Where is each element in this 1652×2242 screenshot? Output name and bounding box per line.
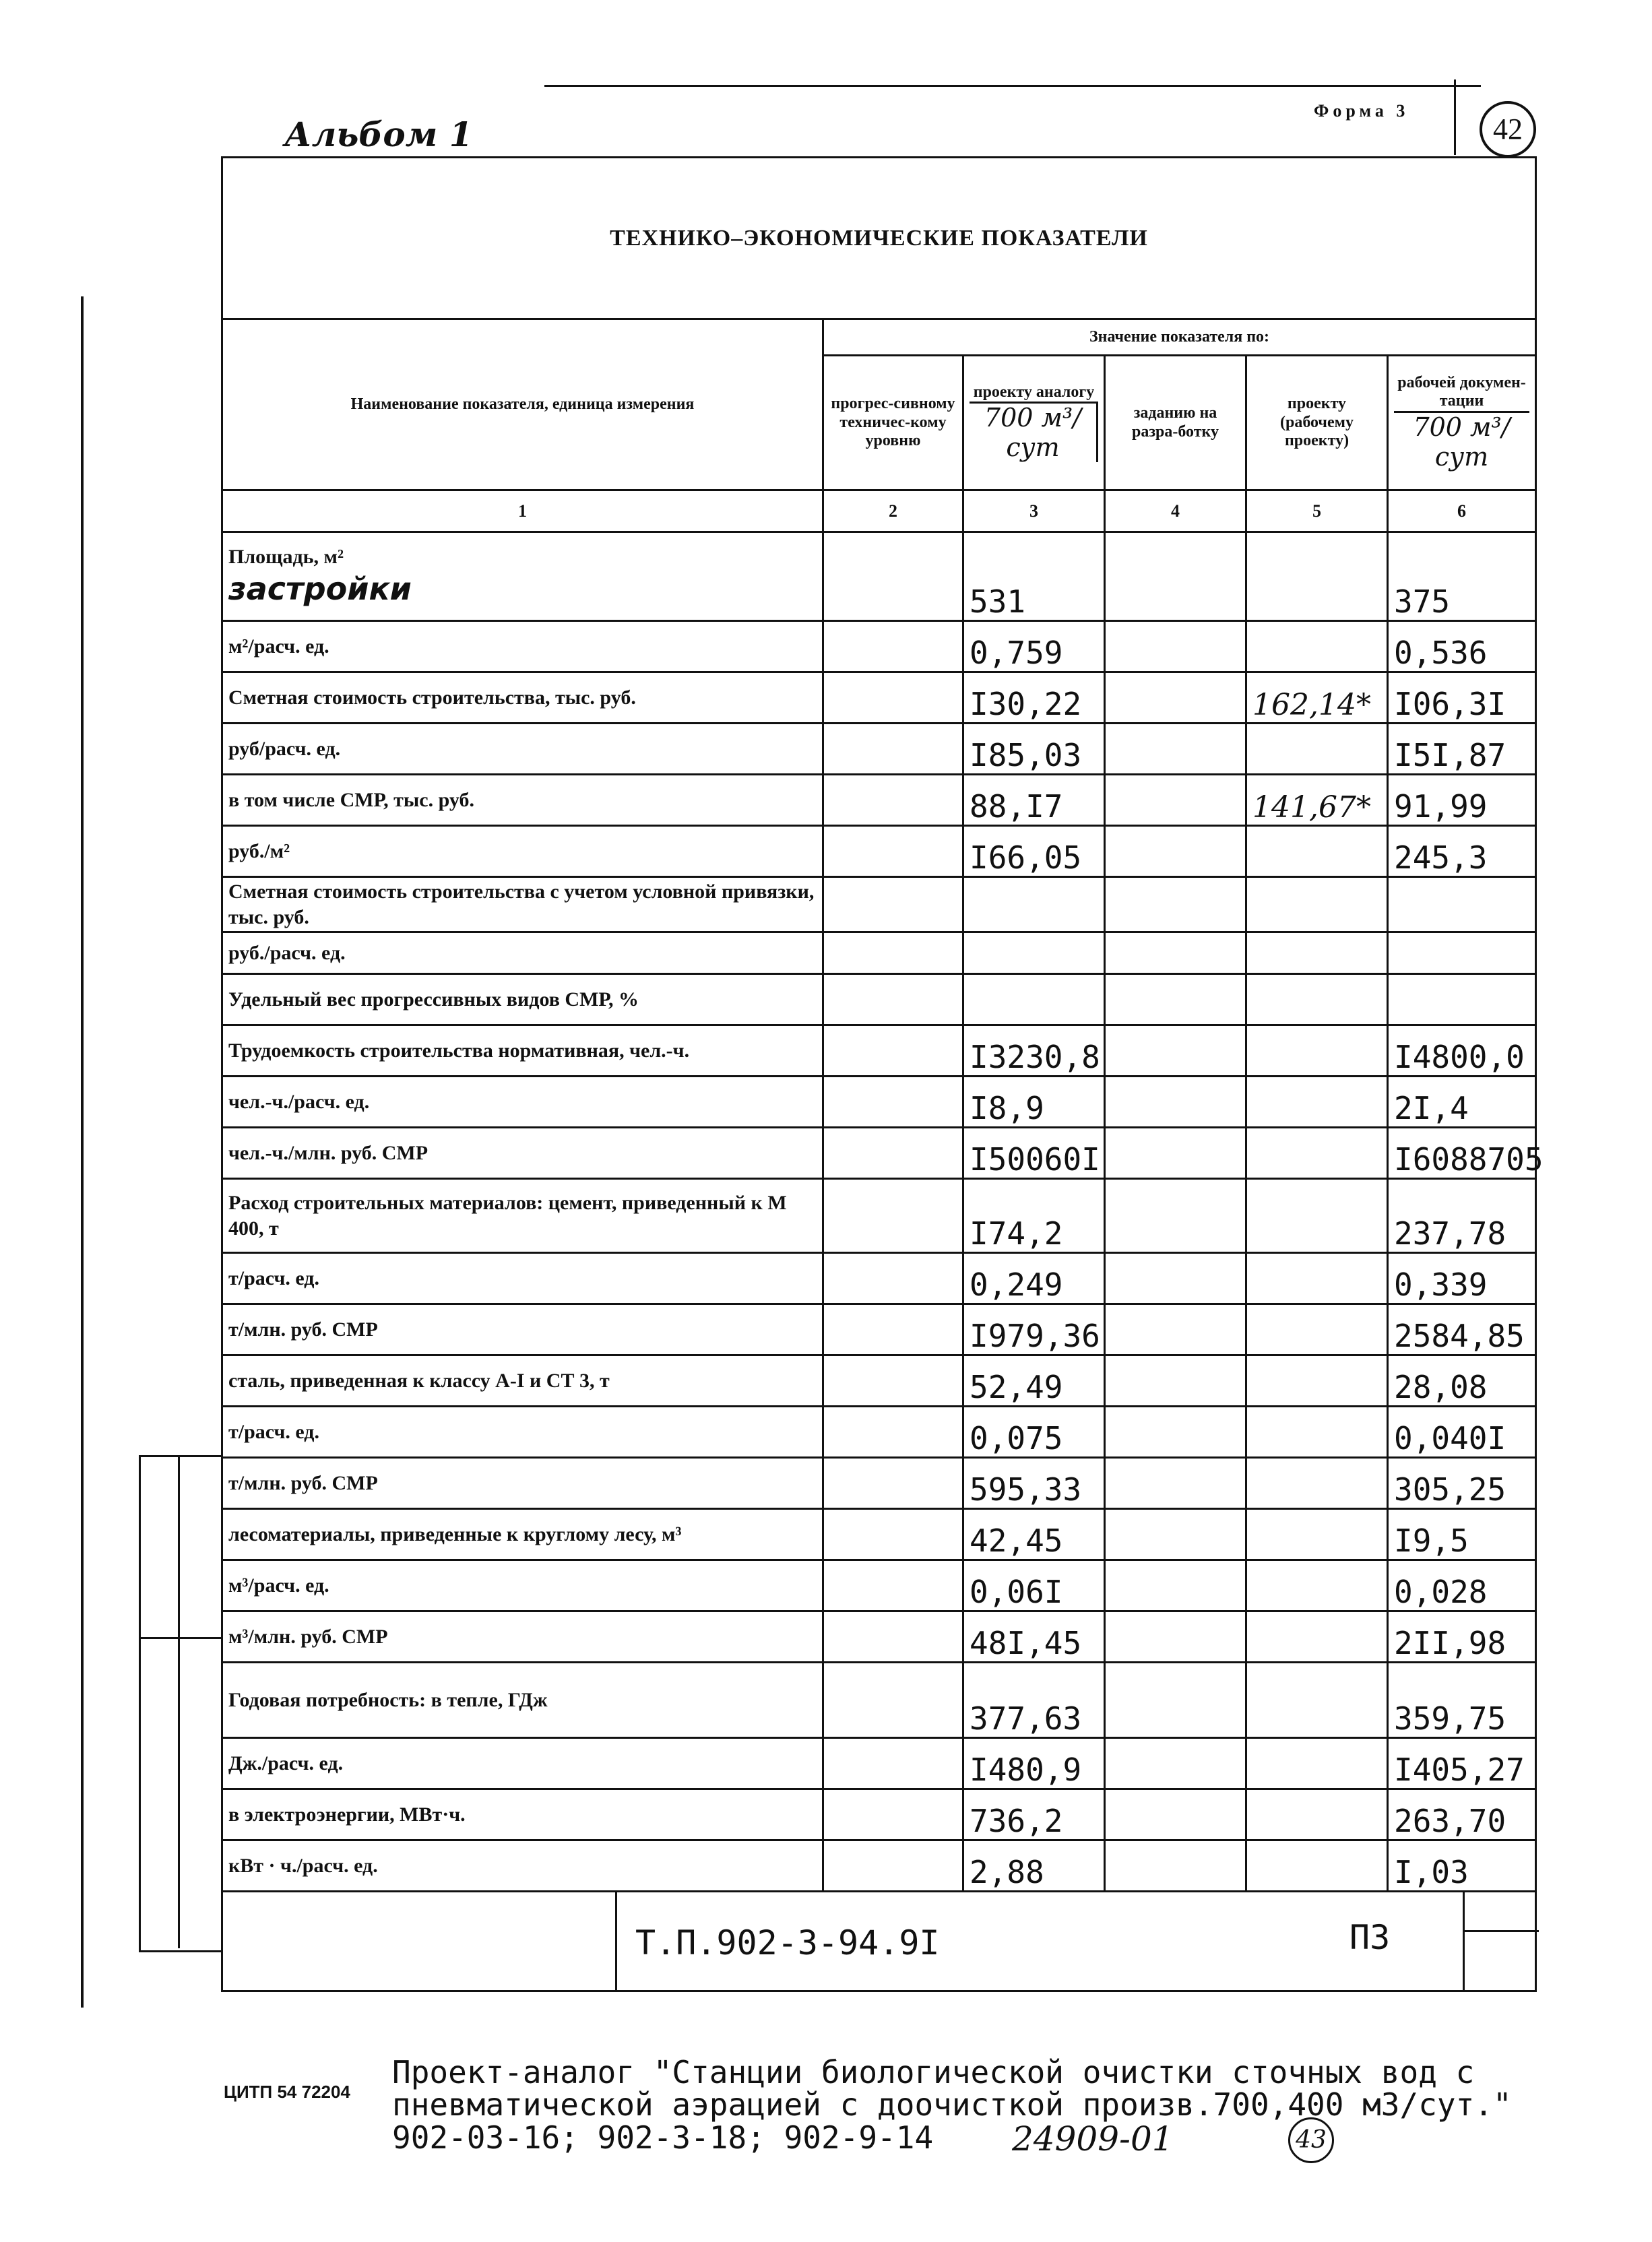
value-c2 — [823, 1611, 963, 1663]
value-c3: I74,2 — [963, 1179, 1105, 1253]
value-c6: 28,08 — [1388, 1355, 1536, 1407]
col6-handwritten: 700 м³/сут — [1394, 411, 1529, 472]
value-c3: I66,05 — [963, 826, 1105, 877]
value-c4 — [1105, 1407, 1246, 1458]
value-c5 — [1246, 1179, 1388, 1253]
table-row — [222, 532, 1536, 621]
row-label: м³/расч. ед. — [222, 1560, 823, 1611]
citp-label: ЦИТП 54 72204 — [224, 2082, 350, 2102]
table-row — [222, 672, 1536, 724]
table-row — [222, 1738, 1536, 1789]
value-c4 — [1105, 724, 1246, 775]
col-number: 2 — [823, 490, 963, 532]
value-c3: 531 — [963, 532, 1105, 621]
table-row — [222, 877, 1536, 932]
value-c4 — [1105, 1738, 1246, 1789]
value-c5 — [1246, 1253, 1388, 1304]
value-c2 — [823, 1355, 963, 1407]
value-c6: 0,040I — [1388, 1407, 1536, 1458]
row-label: т/расч. ед. — [222, 1253, 823, 1304]
value-c3: 0,249 — [963, 1253, 1105, 1304]
row-label: Расход строительных материалов: цемент, приведенный к М 400, т — [222, 1179, 823, 1253]
value-c5 — [1246, 724, 1388, 775]
value-c3: 42,45 — [963, 1509, 1105, 1560]
value-c3: I50060I — [963, 1128, 1105, 1179]
value-c5 — [1246, 1789, 1388, 1840]
table-row — [222, 1253, 1536, 1304]
table-row — [222, 1611, 1536, 1663]
col5-header: проекту (рабочему проекту) — [1246, 356, 1388, 490]
value-c2 — [823, 1560, 963, 1611]
value-c5 — [1246, 1509, 1388, 1560]
value-c3: 0,759 — [963, 621, 1105, 672]
col-number: 6 — [1388, 490, 1536, 532]
table-row — [222, 1025, 1536, 1077]
row-label: в электроэнергии, МВт·ч. — [222, 1789, 823, 1840]
value-c5: 141,67* — [1246, 775, 1388, 826]
value-c3: 48I,45 — [963, 1611, 1105, 1663]
value-c2 — [823, 932, 963, 974]
value-c6 — [1388, 877, 1536, 932]
col6-header: рабочей докумен-тации 700 м³/сут — [1388, 356, 1536, 490]
value-c5 — [1246, 1840, 1388, 1892]
value-c5 — [1246, 826, 1388, 877]
value-c2 — [823, 724, 963, 775]
value-c3: 2,88 — [963, 1840, 1105, 1892]
value-c2 — [823, 974, 963, 1025]
stamp-row — [222, 1892, 1536, 1991]
value-c5 — [1246, 1304, 1388, 1355]
value-c3 — [963, 877, 1105, 932]
table-row — [222, 1077, 1536, 1128]
value-c3 — [963, 974, 1105, 1025]
row-label: т/млн. руб. СМР — [222, 1304, 823, 1355]
footer-line2: пневматической аэрацией с доочисткой произв.700,400 м3/сут." — [392, 2086, 1512, 2123]
value-c6 — [1388, 974, 1536, 1025]
row-label: руб/расч. ед. — [222, 724, 823, 775]
value-c4 — [1105, 1179, 1246, 1253]
value-c3: 88,I7 — [963, 775, 1105, 826]
side-stamp-divider — [178, 1455, 180, 1948]
value-c3: I8,9 — [963, 1077, 1105, 1128]
value-c5 — [1246, 1128, 1388, 1179]
value-c5 — [1246, 1611, 1388, 1663]
table-row — [222, 724, 1536, 775]
value-c3: 736,2 — [963, 1789, 1105, 1840]
value-c6: 2I,4 — [1388, 1077, 1536, 1128]
value-c6: 305,25 — [1388, 1458, 1536, 1509]
value-c2 — [823, 1179, 963, 1253]
value-c5 — [1246, 1458, 1388, 1509]
value-c6: I4800,0 — [1388, 1025, 1536, 1077]
value-c2 — [823, 877, 963, 932]
value-c2 — [823, 621, 963, 672]
row-label: чел.-ч./расч. ед. — [222, 1077, 823, 1128]
row-label: Площадь, м² застройки — [222, 532, 823, 621]
value-c6: I405,27 — [1388, 1738, 1536, 1789]
value-c2 — [823, 826, 963, 877]
value-c2 — [823, 775, 963, 826]
value-c6: 0,028 — [1388, 1560, 1536, 1611]
row-label: Сметная стоимость строительства, тыс. руб. — [222, 672, 823, 724]
form-label: Форма 3 — [1314, 101, 1409, 121]
top-rule — [544, 85, 1481, 87]
row-sublabel: застройки — [228, 570, 412, 607]
col-number: 5 — [1246, 490, 1388, 532]
value-c3: I3230,8 — [963, 1025, 1105, 1077]
value-c4 — [1105, 932, 1246, 974]
col2-header: прогрес-сивному техничес-кому уровню — [823, 356, 963, 490]
value-c5 — [1246, 532, 1388, 621]
footer-hand-circle: 43 — [1288, 2117, 1334, 2163]
footer-line3: 902-03-16; 902-3-18; 902-9-14 — [392, 2119, 934, 2156]
value-c4 — [1105, 1789, 1246, 1840]
col3-header: проекту аналогу 700 м³/сут — [963, 356, 1105, 490]
row-label: т/млн. руб. СМР — [222, 1458, 823, 1509]
table-row — [222, 932, 1536, 974]
group-header: Значение показателя по: — [823, 319, 1536, 356]
value-c4 — [1105, 1509, 1246, 1560]
value-c5 — [1246, 932, 1388, 974]
value-c2 — [823, 1840, 963, 1892]
value-c2 — [823, 532, 963, 621]
value-c5 — [1246, 1738, 1388, 1789]
value-c4 — [1105, 826, 1246, 877]
value-c2 — [823, 1407, 963, 1458]
table-row — [222, 1179, 1536, 1253]
row-label: т/расч. ед. — [222, 1407, 823, 1458]
stamp-code: Т.П.902-3-94.9I — [635, 1923, 940, 1962]
corner-rule — [1454, 79, 1456, 155]
row-label: м³/млн. руб. СМР — [222, 1611, 823, 1663]
value-c5 — [1246, 1025, 1388, 1077]
value-c2 — [823, 1458, 963, 1509]
value-c3: I30,22 — [963, 672, 1105, 724]
value-c4 — [1105, 775, 1246, 826]
table-row — [222, 1355, 1536, 1407]
value-c5 — [1246, 621, 1388, 672]
value-c6: 359,75 — [1388, 1663, 1536, 1738]
value-c4 — [1105, 974, 1246, 1025]
row-label: чел.-ч./млн. руб. СМР — [222, 1128, 823, 1179]
value-c2 — [823, 1253, 963, 1304]
value-c6: 0,339 — [1388, 1253, 1536, 1304]
value-c4 — [1105, 877, 1246, 932]
value-c4 — [1105, 621, 1246, 672]
value-c4 — [1105, 1840, 1246, 1892]
value-c5 — [1246, 1407, 1388, 1458]
table-row — [222, 1128, 1536, 1179]
album-label: Альбом 1 — [284, 115, 473, 154]
row-label: м²/расч. ед. — [222, 621, 823, 672]
value-c5: 162,14* — [1246, 672, 1388, 724]
value-c5 — [1246, 877, 1388, 932]
col3-handwritten: 700 м³/сут — [970, 402, 1098, 462]
value-c3: 52,49 — [963, 1355, 1105, 1407]
table-title: ТЕХНИКО–ЭКОНОМИЧЕСКИЕ ПОКАЗАТЕЛИ — [222, 158, 1536, 319]
value-c5 — [1246, 1663, 1388, 1738]
value-c6: I,03 — [1388, 1840, 1536, 1892]
footer-hand-code: 24909-01 — [1012, 2119, 1174, 2158]
indicators-table — [221, 156, 1544, 1992]
footer-text — [392, 2054, 1645, 2158]
name-column-header: Наименование показателя, единица измерения — [222, 319, 823, 490]
footer-line1: Проект-аналог "Станции биологической очистки сточных вод с — [392, 2054, 1475, 2090]
value-c2 — [823, 1077, 963, 1128]
value-c2 — [823, 1304, 963, 1355]
row-label: Трудоемкость строительства нормативная, чел.-ч. — [222, 1025, 823, 1077]
value-c2 — [823, 1789, 963, 1840]
row-label: Дж./расч. ед. — [222, 1738, 823, 1789]
value-c6: 237,78 — [1388, 1179, 1536, 1253]
value-c4 — [1105, 1458, 1246, 1509]
value-c3: 0,075 — [963, 1407, 1105, 1458]
value-c3 — [963, 932, 1105, 974]
value-c6: I6088705 — [1388, 1128, 1536, 1179]
value-c3: I480,9 — [963, 1738, 1105, 1789]
table-row — [222, 775, 1536, 826]
table-row — [222, 826, 1536, 877]
value-c3: 377,63 — [963, 1663, 1105, 1738]
value-c2 — [823, 1663, 963, 1738]
value-c2 — [823, 1128, 963, 1179]
value-c2 — [823, 1025, 963, 1077]
value-c6: 0,536 — [1388, 621, 1536, 672]
row-label: Сметная стоимость строительства с учетом условной привязки, тыс. руб. — [222, 877, 823, 932]
value-c6: 245,3 — [1388, 826, 1536, 877]
table-row — [222, 974, 1536, 1025]
value-c4 — [1105, 1253, 1246, 1304]
row-label: лесоматериалы, приведенные к круглому лесу, м³ — [222, 1509, 823, 1560]
row-label: Удельный вес прогрессивных видов СМР, % — [222, 974, 823, 1025]
value-c6: I06,3I — [1388, 672, 1536, 724]
value-c6: 263,70 — [1388, 1789, 1536, 1840]
value-c3: I979,36 — [963, 1304, 1105, 1355]
value-c4 — [1105, 1355, 1246, 1407]
table-row — [222, 1663, 1536, 1738]
value-c6: 91,99 — [1388, 775, 1536, 826]
row-label: Годовая потребность: в тепле, ГДж — [222, 1663, 823, 1738]
side-stamp-row — [139, 1637, 221, 1639]
value-c3: 595,33 — [963, 1458, 1105, 1509]
row-label: в том числе СМР, тыс. руб. — [222, 775, 823, 826]
row-label: кВт · ч./расч. ед. — [222, 1840, 823, 1892]
value-c2 — [823, 1738, 963, 1789]
value-c5 — [1246, 1560, 1388, 1611]
stamp-sheet: ПЗ — [1349, 1918, 1391, 1957]
value-c3: I85,03 — [963, 724, 1105, 775]
row-label: руб./м² — [222, 826, 823, 877]
value-c5 — [1246, 1077, 1388, 1128]
value-c6: I5I,87 — [1388, 724, 1536, 775]
value-c4 — [1105, 1304, 1246, 1355]
table-row — [222, 621, 1536, 672]
table-row — [222, 1560, 1536, 1611]
value-c4 — [1105, 1611, 1246, 1663]
col4-header: заданию на разра-ботку — [1105, 356, 1246, 490]
value-c4 — [1105, 1663, 1246, 1738]
value-c4 — [1105, 532, 1246, 621]
value-c6: I9,5 — [1388, 1509, 1536, 1560]
value-c6: 2II,98 — [1388, 1611, 1536, 1663]
table-row — [222, 1304, 1536, 1355]
left-margin-line — [81, 296, 84, 2008]
table-row — [222, 1458, 1536, 1509]
table-row — [222, 1509, 1536, 1560]
value-c6 — [1388, 932, 1536, 974]
value-c3: 0,06I — [963, 1560, 1105, 1611]
row-label: сталь, приведенная к классу А-I и СТ 3, т — [222, 1355, 823, 1407]
col-number: 4 — [1105, 490, 1246, 532]
value-c6: 375 — [1388, 532, 1536, 621]
value-c4 — [1105, 672, 1246, 724]
value-c4 — [1105, 1560, 1246, 1611]
col-number: 3 — [963, 490, 1105, 532]
value-c4 — [1105, 1025, 1246, 1077]
table-row — [222, 1840, 1536, 1892]
value-c4 — [1105, 1077, 1246, 1128]
value-c2 — [823, 1509, 963, 1560]
table-row — [222, 1407, 1536, 1458]
value-c5 — [1246, 1355, 1388, 1407]
side-stamp-box — [139, 1455, 223, 1952]
table-row — [222, 1789, 1536, 1840]
value-c6: 2584,85 — [1388, 1304, 1536, 1355]
value-c4 — [1105, 1128, 1246, 1179]
page-number-circle: 42 — [1480, 101, 1536, 158]
row-label: руб./расч. ед. — [222, 932, 823, 974]
value-c5 — [1246, 974, 1388, 1025]
value-c2 — [823, 672, 963, 724]
col-number: 1 — [222, 490, 823, 532]
